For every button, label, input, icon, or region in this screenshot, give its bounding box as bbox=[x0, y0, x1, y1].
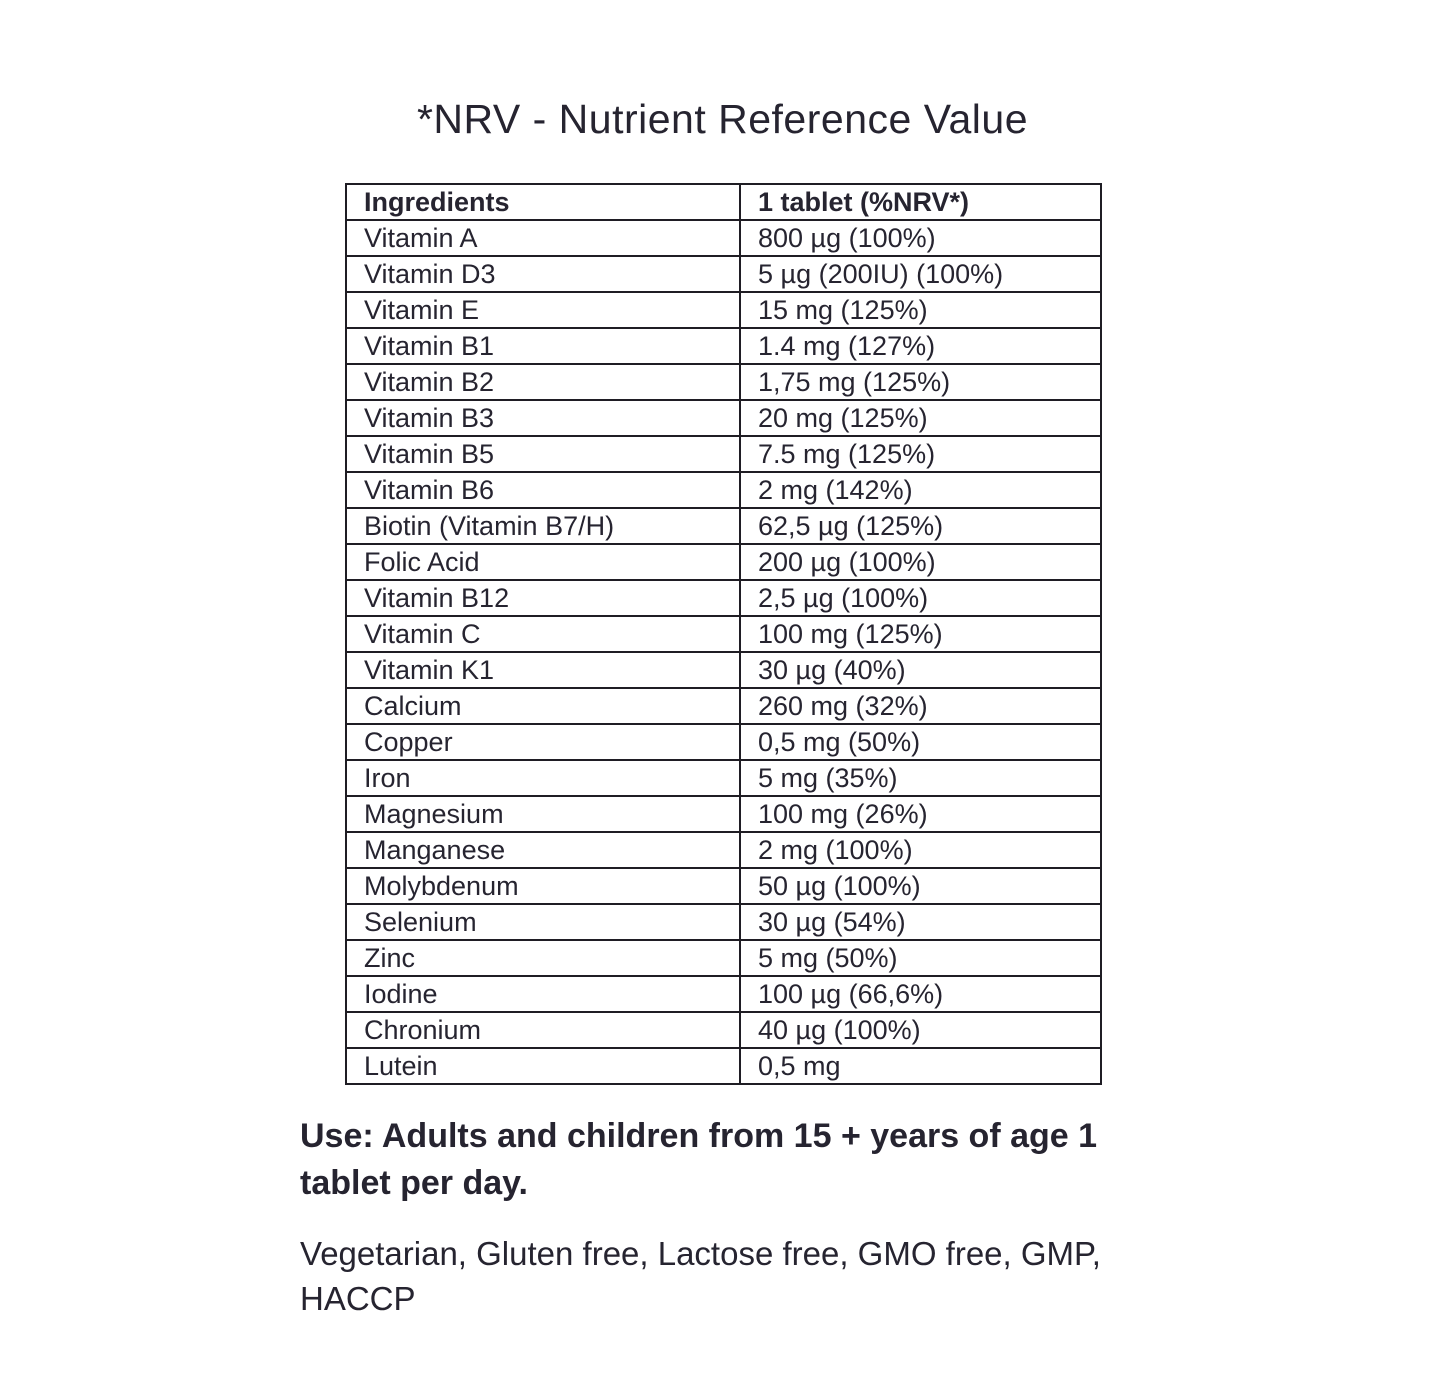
ingredients-table-body bbox=[346, 220, 1101, 1084]
ingredient-cell: Calcium bbox=[346, 688, 740, 724]
ingredient-cell: Copper bbox=[346, 724, 740, 760]
table-row bbox=[346, 760, 1101, 796]
table-row bbox=[346, 1012, 1101, 1048]
ingredient-cell: Vitamin D3 bbox=[346, 256, 740, 292]
ingredient-cell: Vitamin B5 bbox=[346, 436, 740, 472]
table-row bbox=[346, 580, 1101, 616]
amount-column-header: 1 tablet (%NRV*) bbox=[740, 184, 1101, 220]
amount-cell: 5 µg (200IU) (100%) bbox=[740, 256, 1101, 292]
table-row bbox=[346, 400, 1101, 436]
table-row bbox=[346, 688, 1101, 724]
ingredient-cell: Zinc bbox=[346, 940, 740, 976]
amount-cell: 50 µg (100%) bbox=[740, 868, 1101, 904]
page-title: *NRV - Nutrient Reference Value bbox=[416, 96, 1029, 142]
ingredient-cell: Vitamin B1 bbox=[346, 328, 740, 364]
table-row bbox=[346, 796, 1101, 832]
table-row bbox=[346, 868, 1101, 904]
amount-cell: 1.4 mg (127%) bbox=[740, 328, 1101, 364]
ingredient-cell: Manganese bbox=[346, 832, 740, 868]
amount-cell: 100 mg (125%) bbox=[740, 616, 1101, 652]
table-row bbox=[346, 220, 1101, 256]
ingredient-cell: Vitamin K1 bbox=[346, 652, 740, 688]
amount-cell: 260 mg (32%) bbox=[740, 688, 1101, 724]
ingredient-cell: Iodine bbox=[346, 976, 740, 1012]
table-row bbox=[346, 292, 1101, 328]
amount-cell: 100 µg (66,6%) bbox=[740, 976, 1101, 1012]
table-row bbox=[346, 1048, 1101, 1084]
amount-cell: 2 mg (142%) bbox=[740, 472, 1101, 508]
ingredient-cell: Lutein bbox=[346, 1048, 740, 1084]
table-row bbox=[346, 508, 1101, 544]
ingredient-cell: Vitamin A bbox=[346, 220, 740, 256]
table-row bbox=[346, 904, 1101, 940]
amount-cell: 0,5 mg (50%) bbox=[740, 724, 1101, 760]
ingredients-table bbox=[345, 183, 1102, 1085]
amount-cell: 200 µg (100%) bbox=[740, 544, 1101, 580]
ingredient-cell: Folic Acid bbox=[346, 544, 740, 580]
ingredient-cell: Vitamin E bbox=[346, 292, 740, 328]
ingredient-cell: Vitamin B3 bbox=[346, 400, 740, 436]
table-row bbox=[346, 364, 1101, 400]
ingredient-cell: Molybdenum bbox=[346, 868, 740, 904]
amount-cell: 15 mg (125%) bbox=[740, 292, 1101, 328]
ingredient-cell: Biotin (Vitamin B7/H) bbox=[346, 508, 740, 544]
ingredient-cell: Vitamin C bbox=[346, 616, 740, 652]
amount-cell: 1,75 mg (125%) bbox=[740, 364, 1101, 400]
amount-cell: 30 µg (54%) bbox=[740, 904, 1101, 940]
amount-cell: 40 µg (100%) bbox=[740, 1012, 1101, 1048]
usage-instructions-text: Use: Adults and children from 15 + years of age 1 tablet per day. bbox=[300, 1117, 1098, 1202]
table-row bbox=[346, 472, 1101, 508]
table-row bbox=[346, 436, 1101, 472]
table-row bbox=[346, 256, 1101, 292]
ingredient-cell: Vitamin B6 bbox=[346, 472, 740, 508]
amount-cell: 5 mg (50%) bbox=[740, 940, 1101, 976]
table-row bbox=[346, 832, 1101, 868]
amount-cell: 7.5 mg (125%) bbox=[740, 436, 1101, 472]
table-row bbox=[346, 328, 1101, 364]
amount-cell: 2,5 µg (100%) bbox=[740, 580, 1101, 616]
amount-cell: 0,5 mg bbox=[740, 1048, 1101, 1084]
amount-cell: 800 µg (100%) bbox=[740, 220, 1101, 256]
amount-cell: 5 mg (35%) bbox=[740, 760, 1101, 796]
table-row bbox=[346, 544, 1101, 580]
amount-cell: 30 µg (40%) bbox=[740, 652, 1101, 688]
ingredient-cell: Chronium bbox=[346, 1012, 740, 1048]
table-row bbox=[346, 976, 1101, 1012]
amount-cell: 100 mg (26%) bbox=[740, 796, 1101, 832]
ingredient-cell: Selenium bbox=[346, 904, 740, 940]
amount-cell: 62,5 µg (125%) bbox=[740, 508, 1101, 544]
table-row bbox=[346, 724, 1101, 760]
ingredient-cell: Magnesium bbox=[346, 796, 740, 832]
table-header-row bbox=[346, 184, 1101, 220]
table-row bbox=[346, 652, 1101, 688]
ingredient-cell: Vitamin B2 bbox=[346, 364, 740, 400]
table-row bbox=[346, 616, 1101, 652]
ingredient-cell: Iron bbox=[346, 760, 740, 796]
ingredient-cell: Vitamin B12 bbox=[346, 580, 740, 616]
certifications-text: Vegetarian, Gluten free, Lactose free, GMO free, GMP, HACCP bbox=[300, 1235, 1101, 1318]
amount-cell: 20 mg (125%) bbox=[740, 400, 1101, 436]
amount-cell: 2 mg (100%) bbox=[740, 832, 1101, 868]
table-row bbox=[346, 940, 1101, 976]
ingredients-column-header: Ingredients bbox=[346, 184, 740, 220]
